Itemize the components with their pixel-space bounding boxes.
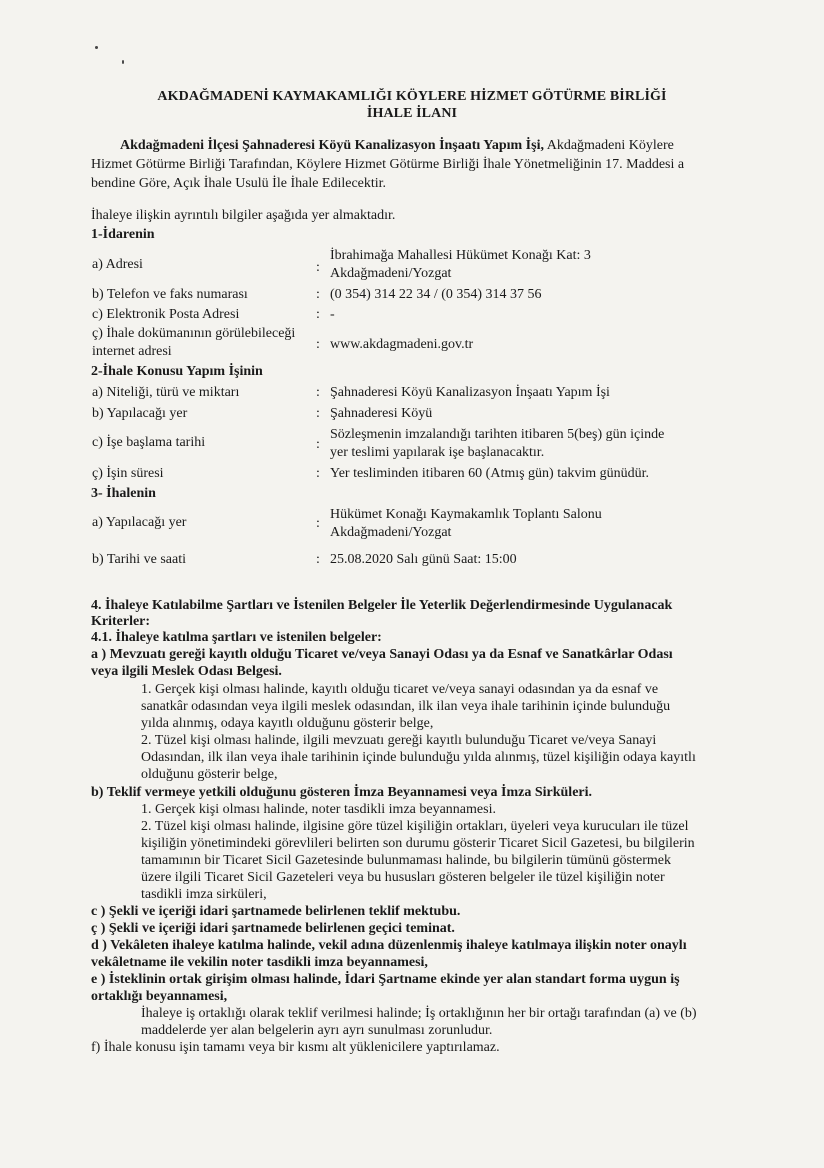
item-f-line: f) İhale konusu işin tamamı veya bir kısmı alt yüklenicilere yaptırılamaz. — [91, 1040, 500, 1055]
section-1-label-c: c) Elektronik Posta Adresi — [92, 307, 240, 322]
section-1-value-c: - — [330, 307, 335, 322]
item-b-line: b) Teklif vermeye yetkili olduğunu gösteren İmza Beyannamesi veya İmza Sirküleri. — [91, 785, 593, 800]
section-2-value-cc: Yer tesliminden itibaren 60 (Atmış gün) takvim günüdür. — [330, 466, 649, 481]
section-4-heading-line2: Kriterler: — [91, 614, 151, 629]
details-intro: İhaleye ilişkin ayrıntılı bilgiler aşağıda yer almaktadır. — [91, 208, 396, 223]
item-e-line1: e ) İsteklinin ortak girişim olması halinde, İdari Şartname ekinde yer alan standart forma uygun iş — [91, 972, 680, 987]
section-3-value-a-line2: Akdağmadeni/Yozgat — [330, 525, 452, 540]
item-b2-line5: tasdikli imza sirküleri, — [141, 887, 267, 902]
colon: : — [316, 516, 320, 531]
section-3-value-b: 25.08.2020 Salı günü Saat: 15:00 — [330, 552, 517, 567]
section-4-1-heading: 4.1. İhaleye katılma şartları ve istenilen belgeler: — [91, 630, 382, 645]
item-b2-line4: üzere ilgili Ticaret Sicil Gazeteleri veya bu hususları gösteren belgeler ile tüzel kişiliğin noter — [141, 870, 665, 885]
item-b2-line1: 2. Tüzel kişi olması halinde, ilgisine göre tüzel kişiliğin ortakları, üyeleri veya kurucuları ile tüzel — [141, 819, 689, 834]
section-3-value-a-line1: Hükümet Konağı Kaymakamlık Toplantı Salonu — [330, 507, 602, 522]
item-d-line1: d ) Vekâleten ihaleye katılma halinde, vekil adına düzenlenmiş ihaleye katılmaya ilişkin noter onaylı — [91, 938, 687, 953]
section-1-value-a-line1: İbrahimağa Mahallesi Hükümet Konağı Kat: 3 — [330, 248, 591, 263]
colon: : — [316, 466, 320, 481]
document-title: AKDAĞMADENİ KAYMAKAMLIĞI KÖYLERE HİZMET GÖTÜRME BİRLİĞİ — [157, 89, 667, 104]
colon: : — [316, 287, 320, 302]
section-2-value-c-line1: Sözleşmenin imzalandığı tarihten itibaren 5(beş) gün içinde — [330, 427, 665, 442]
item-e-sub-line2: maddelerde yer alan belgelerin ayrı ayrı sunulması zorunludur. — [141, 1023, 493, 1038]
item-d-line2: vekâletname ile vekilin noter tasdikli imza beyannamesi, — [91, 955, 428, 970]
item-a1-line2: sanatkâr odasından veya ilgili meslek odasından, ilk ilan veya ihale tarihinin içinde bulunduğu — [141, 699, 671, 714]
section-2-label-a: a) Niteliği, türü ve miktarı — [92, 385, 240, 400]
section-2-heading: 2-İhale Konusu Yapım İşinin — [91, 364, 263, 379]
colon: : — [316, 260, 320, 275]
item-a2-line1: 2. Tüzel kişi olması halinde, ilgili mevzuatı gereği kayıtlı bulunduğu Ticaret ve/veya Sanayi — [141, 733, 657, 748]
item-e-line2: ortaklığı beyannamesi, — [91, 989, 228, 1004]
item-b2-line3: tamamının bir Ticaret Sicil Gazetesinde bulunmaması halinde, bu bilgilerin tümünü göstermek — [141, 853, 671, 868]
colon: : — [316, 437, 320, 452]
item-a1-line3: yılda alınmış, odaya kayıtlı olduğunu gösterir belge, — [141, 716, 434, 731]
item-c-line: c ) Şekli ve içeriği idari şartnamede belirlenen teklif mektubu. — [91, 904, 461, 919]
item-cc-line: ç ) Şekli ve içeriği idari şartnamede belirlenen geçici teminat. — [91, 921, 455, 936]
section-1-label-b: b) Telefon ve faks numarası — [92, 287, 248, 302]
section-2-label-cc: ç) İşin süresi — [92, 466, 164, 481]
section-4-heading-line1: 4. İhaleye Katılabilme Şartları ve İstenilen Belgeler İle Yeterlik Değerlendirmesinde Uygulanacak — [91, 598, 673, 613]
intro-line-3: bendine Göre, Açık İhale Usulü İle İhale Edilecektir. — [91, 176, 387, 191]
item-a2-line3: olduğunu gösterir belge, — [141, 767, 278, 782]
scan-speck — [122, 60, 124, 64]
section-1-heading: 1-İdarenin — [91, 227, 155, 242]
section-1-value-cc: www.akdagmadeni.gov.tr — [330, 337, 474, 352]
section-3-label-b: b) Tarihi ve saati — [92, 552, 187, 567]
section-2-label-b: b) Yapılacağı yer — [92, 406, 188, 421]
section-2-value-c-line2: yer teslimi yapılarak işe başlanacaktır. — [330, 445, 545, 460]
section-1-label-cc-line2: internet adresi — [92, 344, 172, 359]
colon: : — [316, 307, 320, 322]
item-a-line1: a ) Mevzuatı gereği kayıtlı olduğu Ticaret ve/veya Sanayi Odası ya da Esnaf ve Sanatkârlar Odası — [91, 647, 673, 662]
section-2-value-a: Şahnaderesi Köyü Kanalizasyon İnşaatı Yapım İşi — [330, 385, 610, 400]
section-1-label-a: a) Adresi — [92, 257, 143, 272]
intro-line-2: Hizmet Götürme Birliği Tarafından, Köylere Hizmet Götürme Birliği İhale Yönetmeliğinin 17. Maddesi a — [91, 157, 685, 172]
intro-line-1: Akdağmadeni İlçesi Şahnaderesi Köyü Kanalizasyon İnşaatı Yapım İşi, Akdağmadeni Köylere — [120, 138, 674, 153]
section-2-label-c: c) İşe başlama tarihi — [92, 435, 206, 450]
colon: : — [316, 337, 320, 352]
item-a2-line2: Odasından, ilk ilan veya ihale tarihinin içinde bulunduğu yılda alınmış, tüzel kişiliğin odaya kayıtlı — [141, 750, 696, 765]
item-a-line2: veya ilgili Meslek Odası Belgesi. — [91, 664, 282, 679]
scan-speck — [95, 46, 98, 49]
section-1-value-a-line2: Akdağmadeni/Yozgat — [330, 266, 452, 281]
section-3-label-a: a) Yapılacağı yer — [92, 515, 187, 530]
item-e-sub-line1: İhaleye iş ortaklığı olarak teklif verilmesi halinde; İş ortaklığının her bir ortağı tarafından (a) ve (b) — [141, 1006, 697, 1021]
item-b1-line: 1. Gerçek kişi olması halinde, noter tasdikli imza beyannamesi. — [141, 802, 496, 817]
item-b2-line2: kişiliğin yönetimindeki görevlileri belirten son durumu gösterir Ticaret Sicil Gazetesi, bu bilgilerin — [141, 836, 695, 851]
document-subtitle: İHALE İLANI — [366, 106, 458, 121]
colon: : — [316, 406, 320, 421]
section-2-value-b: Şahnaderesi Köyü — [330, 406, 433, 421]
colon: : — [316, 385, 320, 400]
item-a1-line1: 1. Gerçek kişi olması halinde, kayıtlı olduğu ticaret ve/veya sanayi odasından ya da esnaf ve — [141, 682, 659, 697]
section-1-value-b: (0 354) 314 22 34 / (0 354) 314 37 56 — [330, 287, 542, 302]
section-1-label-cc-line1: ç) İhale dokümanının görülebileceği — [92, 326, 296, 341]
colon: : — [316, 552, 320, 567]
section-3-heading: 3- İhalenin — [91, 486, 156, 501]
